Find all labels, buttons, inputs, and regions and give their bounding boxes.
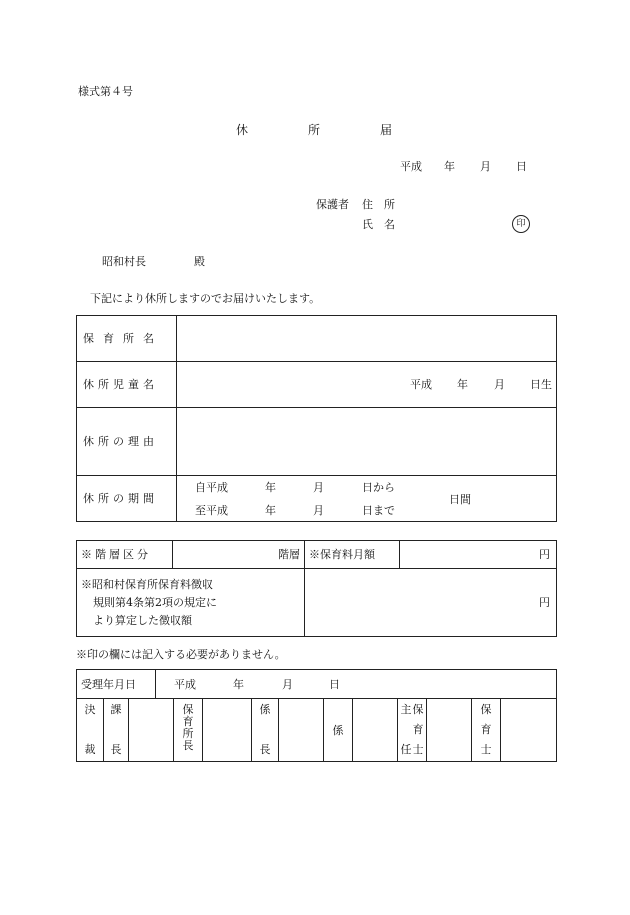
tier-unit: 階層 bbox=[278, 548, 300, 561]
nursery-name-field[interactable] bbox=[177, 316, 557, 362]
birth-era: 平成 bbox=[410, 378, 432, 391]
director-char-4: 長 bbox=[182, 739, 194, 752]
date-day: 日 bbox=[516, 160, 527, 173]
calculated-fee-field[interactable] bbox=[305, 569, 557, 637]
date-era: 平成 bbox=[400, 160, 422, 173]
caregiver-char-3: 士 bbox=[480, 743, 492, 756]
rule-line-3: より算定した徴収額 bbox=[93, 613, 192, 627]
fee-table bbox=[76, 540, 557, 637]
guardian-label: 保護者 bbox=[316, 198, 349, 211]
tier-label: ※階層区分 bbox=[81, 548, 151, 561]
addressee: 昭和村長 bbox=[102, 255, 146, 268]
date-year: 年 bbox=[444, 160, 455, 173]
birth-year: 年 bbox=[457, 378, 468, 391]
caregiver-label bbox=[472, 699, 501, 762]
head-caregiver-char-4: 育 bbox=[412, 723, 424, 736]
chief-char-2: 長 bbox=[259, 743, 271, 756]
intro-text: 下記により休所しますのでお届けいたします。 bbox=[90, 292, 321, 305]
director-stamp[interactable] bbox=[203, 699, 252, 762]
head-caregiver-char-5: 士 bbox=[412, 743, 424, 756]
name-label-2: 名 bbox=[384, 218, 395, 231]
received-era: 平成 bbox=[174, 678, 196, 691]
to-year: 年 bbox=[265, 504, 276, 517]
period-label: 休所の期間 bbox=[83, 492, 158, 505]
chief-label bbox=[252, 699, 279, 762]
director-char-3: 所 bbox=[182, 727, 194, 740]
address-label-2: 所 bbox=[384, 198, 395, 211]
reason-field[interactable] bbox=[177, 408, 557, 476]
reason-label: 休所の理由 bbox=[83, 435, 158, 448]
staff-char: 係 bbox=[332, 723, 344, 737]
fee-field[interactable] bbox=[400, 541, 557, 569]
approval-table bbox=[76, 698, 557, 762]
calculated-fee-yen: 円 bbox=[539, 596, 550, 609]
form-number: 様式第４号 bbox=[78, 85, 133, 98]
caregiver-stamp[interactable] bbox=[501, 699, 557, 762]
head-caregiver-char-1: 主 bbox=[400, 703, 412, 716]
from-day: 日から bbox=[362, 481, 395, 494]
address-label-1: 住 bbox=[362, 198, 373, 211]
received-day: 日 bbox=[329, 678, 340, 691]
section-chief-stamp[interactable] bbox=[129, 699, 174, 762]
head-caregiver-label bbox=[398, 699, 427, 762]
staff-stamp[interactable] bbox=[353, 699, 398, 762]
staff-label bbox=[324, 699, 353, 762]
honorific: 殿 bbox=[194, 255, 205, 268]
decision-char-1: 決 bbox=[84, 703, 96, 716]
received-date-field[interactable] bbox=[156, 670, 557, 699]
to-era: 至平成 bbox=[195, 504, 228, 517]
decision-cell bbox=[77, 699, 104, 762]
chief-stamp[interactable] bbox=[279, 699, 324, 762]
caregiver-char-2: 育 bbox=[480, 723, 492, 736]
from-month: 月 bbox=[313, 481, 324, 494]
fee-label: ※保育料月額 bbox=[309, 548, 375, 561]
child-label-cell bbox=[77, 362, 177, 408]
section-chief-char-1: 課 bbox=[110, 703, 122, 716]
title-char-3: 届 bbox=[379, 123, 392, 137]
caregiver-char-1: 保 bbox=[480, 703, 492, 716]
fee-yen: 円 bbox=[539, 548, 550, 561]
head-caregiver-stamp[interactable] bbox=[427, 699, 472, 762]
section-chief-char-2: 長 bbox=[110, 743, 122, 756]
director-char-1: 保 bbox=[182, 703, 194, 716]
tier-field[interactable] bbox=[173, 541, 305, 569]
tier-label-cell bbox=[77, 541, 173, 569]
to-month: 月 bbox=[313, 504, 324, 517]
absence-table bbox=[76, 315, 557, 522]
director-label bbox=[174, 699, 203, 762]
nursery-label: 保育所名 bbox=[83, 332, 163, 345]
received-year: 年 bbox=[233, 678, 244, 691]
title-char-2: 所 bbox=[307, 123, 320, 137]
received-month: 月 bbox=[282, 678, 293, 691]
received-label: 受理年月日 bbox=[81, 677, 136, 691]
decision-char-2: 裁 bbox=[84, 743, 96, 756]
receipt-table bbox=[76, 669, 557, 699]
received-label-cell bbox=[77, 670, 156, 699]
days-label: 日間 bbox=[449, 493, 471, 506]
reason-label-cell bbox=[77, 408, 177, 476]
note-text: ※印の欄には記入する必要がありません。 bbox=[76, 648, 286, 661]
nursery-label-cell bbox=[77, 316, 177, 362]
child-label: 休所児童名 bbox=[83, 378, 158, 391]
date-month: 月 bbox=[480, 160, 491, 173]
period-field[interactable] bbox=[177, 476, 557, 522]
chief-char-1: 係 bbox=[259, 703, 271, 716]
seal-icon bbox=[512, 215, 530, 233]
section-chief-label bbox=[104, 699, 129, 762]
birth-day: 日生 bbox=[530, 378, 552, 391]
rule-label-cell bbox=[77, 569, 305, 637]
rule-line-1: ※昭和村保育所保育料徴収 bbox=[81, 577, 213, 591]
from-era: 自平成 bbox=[195, 481, 228, 494]
to-day: 日まで bbox=[362, 504, 395, 517]
document-title bbox=[236, 124, 392, 136]
director-char-2: 育 bbox=[182, 715, 194, 728]
birth-month: 月 bbox=[494, 378, 505, 391]
head-caregiver-char-2: 任 bbox=[400, 743, 412, 756]
name-label-1: 氏 bbox=[362, 218, 373, 231]
period-label-cell bbox=[77, 476, 177, 522]
title-char-1: 休 bbox=[236, 123, 249, 137]
seal-text: 印 bbox=[516, 218, 526, 229]
child-name-field[interactable] bbox=[177, 362, 557, 408]
from-year: 年 bbox=[265, 481, 276, 494]
head-caregiver-char-3: 保 bbox=[412, 703, 424, 716]
fee-label-cell bbox=[305, 541, 400, 569]
rule-line-2: 規則第4条第2項の規定に bbox=[93, 595, 217, 609]
